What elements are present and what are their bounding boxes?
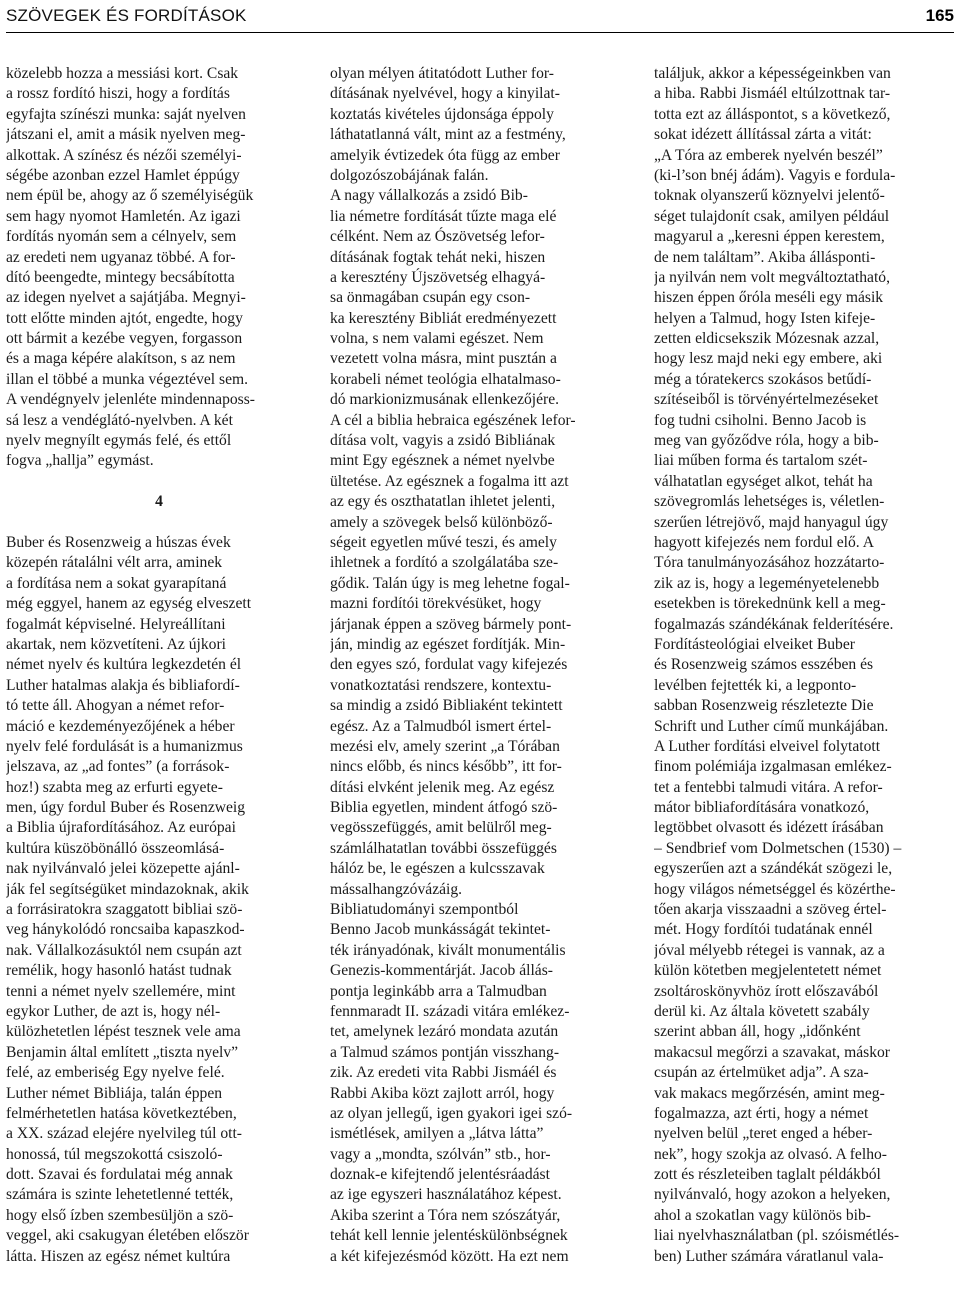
text-line: ismétlések, amilyen a „látva látta” xyxy=(330,1125,544,1143)
text-line: makacsul megőrzi a szavakat, máskor xyxy=(654,1043,890,1061)
text-line: járjanak éppen a szöveg bármely pont- xyxy=(330,615,572,633)
text-line: az eredeti nem ugyanaz többé. A for- xyxy=(6,248,236,266)
text-line: jelszava, az „ad fontes” (a források- xyxy=(6,758,230,776)
text-line: ihletnek a fordító a szolgálatába sze- xyxy=(330,554,559,572)
text-line: zetten eldicsekszik Mózesnak azzal, xyxy=(654,330,880,348)
text-line: totta ezt az álláspontot, s a következő, xyxy=(654,105,891,123)
text-line: a fordítása nem a sokat gyarapítaná xyxy=(6,574,227,592)
text-line: hagyott kifejezés nem fordul elő. A xyxy=(654,533,874,551)
text-line: amely a szövegek belső különböző- xyxy=(330,513,553,531)
text-line: nyelv megnyílt egymás felé, és ettől xyxy=(6,432,232,450)
text-line: tet a fentebbi talmudi vitára. A refor- xyxy=(654,778,883,796)
text-column-2 xyxy=(330,64,636,1267)
text-line: ben) Luther számára váratlanul vala- xyxy=(654,1247,884,1265)
text-line: tően akarja visszaadni a szöveg értel- xyxy=(654,901,887,919)
text-line: számlálhatatlan további összefüggés xyxy=(330,839,557,857)
text-line: finom polémiája izgalmasan emlékez- xyxy=(654,758,892,776)
text-line: külözhetetlen lépést tesznek vele ama xyxy=(6,1023,241,1041)
text-line: olyan mélyen átitatódott Luther for- xyxy=(330,65,554,82)
text-line: nem épül be, ahogy az ő személyiségük xyxy=(6,187,254,205)
text-line: szítéseiből is törvényértelmezéseket xyxy=(654,391,879,409)
text-line: szerint abban áll, hogy „időnként xyxy=(654,1023,861,1041)
text-line: fogva „hallja” egymást. xyxy=(6,452,154,470)
text-line: esetekben is törekednünk kell a meg- xyxy=(654,595,886,613)
text-line: ségébe azonban ezzel Hamlet éppúgy xyxy=(6,166,240,184)
section-number: 4 xyxy=(155,493,163,511)
text-line: doznak-e kifejtendő jelentésráadást xyxy=(330,1166,550,1184)
text-line: máció e kezdeményezőjének a héber xyxy=(6,717,235,735)
text-line: korabeli német teológia elhatalmaso- xyxy=(330,370,561,388)
text-line: az ige egyszeri használatához képest. xyxy=(330,1186,562,1204)
text-line: vezetett volna másra, mint pusztán a xyxy=(330,350,557,368)
text-line: és Rosenzweig számos esszében és xyxy=(654,656,874,674)
text-line: pontja leginkább arra a Talmudban xyxy=(330,982,547,1000)
text-line: egyfajta színészi munka: saját nyelven xyxy=(6,105,246,123)
text-line: tenni a német nyelv szellemére, mint xyxy=(6,982,236,1000)
text-line: a Talmud számos pontján visszhang- xyxy=(330,1043,560,1061)
text-line: volna, s nem valami egészet. Nem xyxy=(330,330,544,348)
text-line: – Sendbrief vom Dolmetschen (1530) – xyxy=(654,839,902,857)
text-line: ján, mindig az egészet fordítják. Min- xyxy=(330,635,566,653)
text-line: egyszerűen azt a szándékát szögezi le, xyxy=(654,860,893,878)
text-line: egész. Az a Talmudból ismert értel- xyxy=(330,717,552,735)
text-line: célként. Nem az Ószövetség lefor- xyxy=(330,228,545,246)
text-line: dó markionizmusának ellenkezőjére. xyxy=(330,391,560,409)
text-line: dolgozószobájának falán. xyxy=(330,166,489,184)
text-line: dító beengedte, mintegy becsábította xyxy=(6,268,235,286)
text-line: felmérhetetlen hatása következtében, xyxy=(6,1104,237,1122)
text-line: tó tette áll. Ahogyan a német refor- xyxy=(6,697,225,715)
text-line xyxy=(6,513,312,533)
text-column-3 xyxy=(654,64,960,1267)
text-line: dott. Szavai és fordulatai még annak xyxy=(6,1166,233,1184)
text-line: sa mindig a zsidó Bibliaként tekintett xyxy=(330,697,563,715)
text-line: Genezis-kommentárját. Jacob állás- xyxy=(330,962,553,980)
text-line: vak makacs megőrzésén, amint meg- xyxy=(654,1084,885,1102)
text-line: fogalmazás szándékának felderítésére. xyxy=(654,615,894,633)
text-line: veggel, aki csakugyan életében először xyxy=(6,1227,249,1245)
text-line: dításának fogtak tehát neki, hiszen xyxy=(330,248,546,266)
text-line: ahol a szokatlan vagy különös bib- xyxy=(654,1206,871,1224)
text-line: Benjamin által említett „tiszta nyelv” xyxy=(6,1043,239,1061)
text-line: veg hánykolódó roncsaiba kapaszkod- xyxy=(6,921,245,939)
text-line: Rabbi Akiba közt zajlott arról, hogy xyxy=(330,1084,555,1102)
text-line: fennmaradt II. századi vitára emlékez- xyxy=(330,1002,570,1020)
text-line: nak. Vállalkozásuktól nem csupán azt xyxy=(6,941,242,959)
text-line: dítási elvként jelenik meg. Az egész xyxy=(330,778,555,796)
text-line: honossá, túl megszokottá csiszoló- xyxy=(6,1145,223,1163)
text-line: közepén rátalálni vélt arra, aminek xyxy=(6,554,223,572)
text-line: hoz!) szabta meg az erfurti egyete- xyxy=(6,778,223,796)
text-line: derül ki. Az általa követett szabály xyxy=(654,1002,870,1020)
text-line: sokat idézett állítással zárta a vitát: xyxy=(654,126,872,144)
text-line: szövegromlás lehetséges is, véletlen- xyxy=(654,493,885,511)
text-line: liai nyelvhasználatban (pl. szóismétlés- xyxy=(654,1227,900,1245)
text-line: A vendégnyelv jelenléte mindennaposs- xyxy=(6,391,255,409)
text-line: hogy első ízben szembesüljön a szö- xyxy=(6,1206,234,1224)
text-line: alkottak. A színész és nézői személyi- xyxy=(6,146,242,164)
text-line: A cél a biblia hebraica egészének lefor- xyxy=(330,411,576,429)
text-line: tott előtte minden ajtót, engedte, hogy xyxy=(6,309,243,327)
text-line: külön kötetben megjelentetett német xyxy=(654,962,882,980)
text-line: amelyik évtizedek óta függ az ember xyxy=(330,146,560,164)
text-line: szerűen létrejövő, majd hanyagul úgy xyxy=(654,513,889,531)
running-head: SZÖVEGEK ÉS FORDÍTÁSOK xyxy=(6,6,247,25)
page-header xyxy=(6,0,954,33)
text-line: sem hagy nyomot Hamletén. Az igazi xyxy=(6,207,241,225)
text-line: tehát kell lennie jelentéskülönbségnek xyxy=(330,1227,568,1245)
text-line: hogy lesz majd neki egy embere, aki xyxy=(654,350,883,368)
text-line: nek”, hogy szokja az olvasó. A felho- xyxy=(654,1145,887,1163)
text-line: még eggyel, hanem az egység elveszett xyxy=(6,595,252,613)
text-line: sabban Rosenzweig részletezte Die xyxy=(654,697,874,715)
text-column-1 xyxy=(6,64,312,1267)
text-line: Tóra tanulmányozásához hozzátarto- xyxy=(654,554,885,572)
text-line: ják fel segítségüket mindazoknak, akik xyxy=(6,880,249,898)
text-line: koztatás kivételes újdonsága éppoly xyxy=(330,105,554,123)
text-line: magyarul a „keresni éppen kerestem, xyxy=(654,228,885,246)
text-line: zik. Az eredeti vita Rabbi Jismáél és xyxy=(330,1064,557,1082)
text-line: fog tudni csiholni. Benno Jacob is xyxy=(654,411,867,429)
text-line: vonatkoztatási rendszere, kontextu- xyxy=(330,676,552,694)
text-line: zsoltároskönyvhöz írott előszavából xyxy=(654,982,879,1000)
text-line: a Biblia újrafordításához. Az európai xyxy=(6,819,236,837)
text-line: levélben fejtették ki, a legponto- xyxy=(654,676,857,694)
text-line: látta. Hiszen az egész német kultúra xyxy=(6,1247,231,1265)
text-line: Biblia egyetlen, mindent átfogó szö- xyxy=(330,799,558,817)
text-line: legtöbbet olvasott és idézett írásában xyxy=(654,819,884,837)
text-line: vagy a „mondta, szólván” stb., hor- xyxy=(330,1145,551,1163)
text-line: helyen a Talmud, hogy Isten kifeje- xyxy=(654,309,876,327)
text-line: mazni fordítói törekvésüket, hogy xyxy=(330,595,542,613)
page-number: 165 xyxy=(925,6,954,25)
text-line: Luther német Bibliája, talán éppen xyxy=(6,1084,223,1102)
text-line: a keresztény Újszövetség elhagyá- xyxy=(330,268,546,286)
text-line: mássalhangzóvázáig. xyxy=(330,880,463,898)
text-line: találjuk, akkor a képességeinkben van xyxy=(654,65,891,82)
text-line: nyelven belül „teret enged a héber- xyxy=(654,1125,873,1143)
text-line: remélik, hogy hasonló hatást tudnak xyxy=(6,962,232,980)
text-line: kultúra küszöbönálló összeomlásá- xyxy=(6,839,225,857)
text-line: nyelv felé fordulását is a humanizmus xyxy=(6,737,243,755)
text-line: men, úgy fordul Buber és Rosenzweig xyxy=(6,799,246,817)
text-line: (ki-l’son bnéj ádám). Vagyis e fordula- xyxy=(654,166,896,184)
text-line: csupán az értelmüket adja”. A sza- xyxy=(654,1064,869,1082)
text-line: német nyelv és kultúra legkezdetén él xyxy=(6,656,242,674)
text-line: „A Tóra az emberek nyelvén beszél” xyxy=(654,146,883,164)
text-line: sá lesz a vendéglátó-nyelvben. A két xyxy=(6,411,233,429)
text-line: számára is szinte lehetetlenné tették, xyxy=(6,1186,234,1204)
text-line: az egy és oszthatatlan ihletet jelenti, xyxy=(330,493,556,511)
text-line: vegösszefüggés, amit belülről meg- xyxy=(330,819,552,837)
text-line: Bibliatudományi szempontból xyxy=(330,901,519,919)
text-line: az olyan jellegű, igen gyakori igei szó- xyxy=(330,1104,573,1122)
text-line: ka keresztény Bibliát eredményezett xyxy=(330,309,557,327)
text-line: nak nyilvánvaló jelei közepette ajánl- xyxy=(6,860,240,878)
text-line: az idegen nyelvet a sajátjába. Megnyi- xyxy=(6,289,246,307)
text-line: nincs előbb, és nincs később”, itt for- xyxy=(330,758,562,776)
text-line: a hiba. Rabbi Jismáél eltúlzottnak tar- xyxy=(654,85,891,103)
text-line: meg van győződve róla, hogy a bib- xyxy=(654,432,879,450)
text-line: a XX. század elejére nyelvileg túl ott- xyxy=(6,1125,242,1143)
text-line: ték irányadónak, kivált monumentális xyxy=(330,941,566,959)
text-line: a két kifejezésmód között. Ha ezt nem xyxy=(330,1247,569,1265)
text-line: Benno Jacob munkásságát tekintet- xyxy=(330,921,551,939)
text-line: Fordításteológiai elveiket Buber xyxy=(654,635,855,653)
text-line: lia németre fordítását tűzte maga elé xyxy=(330,207,557,225)
text-line: ja nyilván nem volt megváltoztatható, xyxy=(654,268,891,286)
text-line: még a tóratekercs szokásos betűdí- xyxy=(654,370,872,388)
text-line: tet, amelynek lezáró mondata azután xyxy=(330,1023,559,1041)
text-line: de nem találtam”. Akiba állásponti- xyxy=(654,248,876,266)
text-line: Schrift und Luther című munkájában. xyxy=(654,717,889,735)
text-line: és a maga képére alakítson, s az nem xyxy=(6,350,236,368)
text-line: a forrásiratokra szaggatott bibliai szö- xyxy=(6,901,243,919)
text-line: akartak, nem közvetíteni. Az újkori xyxy=(6,635,226,653)
text-line: Luther hatalmas alakja és bibliafordí- xyxy=(6,676,240,694)
text-line: A nagy vállalkozás a zsidó Bib- xyxy=(330,187,528,205)
text-line: A Luther fordítási elveivel folytatott xyxy=(654,737,881,755)
text-line: séget tulajdonít csak, amilyen például xyxy=(654,207,890,225)
text-line: ültetése. Az egésznek a fogalma itt azt xyxy=(330,472,569,490)
text-line: ott bármit a kezébe vegyen, forgasson xyxy=(6,330,243,348)
text-line: hiszen éppen őróla meséli egy másik xyxy=(654,289,884,307)
text-line: válhatatlan egységet alkot, tehát ha xyxy=(654,472,873,490)
text-line: dítása volt, vagyis a zsidó Bibliának xyxy=(330,432,556,450)
text-line: illan el többé a munka végeztével sem. xyxy=(6,370,249,388)
text-line: mátor bibliafordítására vonatkozó, xyxy=(654,799,870,817)
text-line: Akiba szerint a Tóra nem szószátyár, xyxy=(330,1206,561,1224)
text-line: egykor Luther, de azt is, hogy nél- xyxy=(6,1002,221,1020)
text-line: toknak olyanszerű köznyelvi jelentő- xyxy=(654,187,885,205)
text-line: fogalmazza, azt érti, hogy a német xyxy=(654,1104,869,1122)
text-line: felé, az emberiség Egy nyelve felé. xyxy=(6,1064,225,1082)
text-line: zott és részleteiben taglalt példákból xyxy=(654,1166,881,1184)
text-line: közelebb hozza a messiási kort. Csak xyxy=(6,65,239,82)
text-line: játszani el, amit a másik nyelven meg- xyxy=(6,126,246,144)
text-line: nyilvánvaló, hogy azokon a helyeken, xyxy=(654,1186,891,1204)
text-line: liai műben forma és tartalom szét- xyxy=(654,452,868,470)
text-line: hogy világos németséggel és közérthe- xyxy=(654,880,896,898)
text-line: gődik. Talán úgy is meg lehetne fogal- xyxy=(330,574,570,592)
text-line: mint Egy egésznek a német nyelvbe xyxy=(330,452,555,470)
text-line: láthatatlanná vált, mint az a festmény, xyxy=(330,126,566,144)
text-line: hálóz be, le egészen a kulcsszavak xyxy=(330,860,545,878)
text-line: fordítás nyomán sem a célnyelv, sem xyxy=(6,228,237,246)
text-line xyxy=(6,472,312,492)
text-line: jóval mélyebb rétegei is vannak, az a xyxy=(654,941,885,959)
text-line: dításának nyelvével, hogy a kinyilat- xyxy=(330,85,560,103)
text-line: sa önmagában csupán egy cson- xyxy=(330,289,531,307)
text-line: mezési elv, amely szerint „a Tórában xyxy=(330,737,560,755)
text-line: den egyes szó, fordulat vagy kifejezés xyxy=(330,656,568,674)
text-line: ségeit egyetlen művé teszi, és amely xyxy=(330,533,557,551)
text-line: a rossz fordító hiszi, hogy a fordítás xyxy=(6,85,230,103)
text-line: fogalmát képviselné. Helyreállítani xyxy=(6,615,226,633)
text-line: zik az is, hogy a legeményetelenebb xyxy=(654,574,880,592)
text-line: mét. Hogy fordítói tudatának ennél xyxy=(654,921,873,939)
text-line: Buber és Rosenzweig a húszas évek xyxy=(6,533,231,551)
